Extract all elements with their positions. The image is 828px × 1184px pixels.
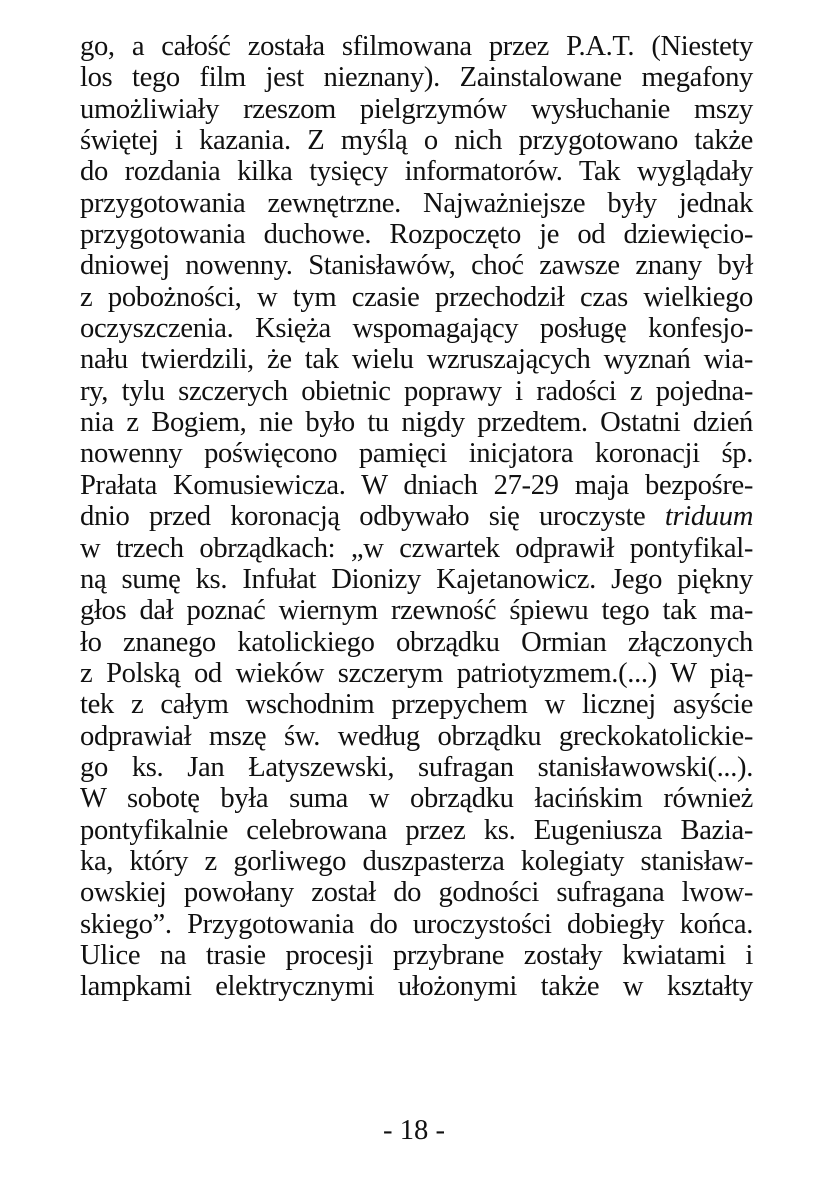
text-line: świętej i kazania. Z myślą o nich przygotowano także: [80, 125, 753, 157]
document-body: [80, 31, 753, 1003]
text-line: oczyszczenia. Księża wspomagający posługę konfesjo-: [80, 313, 753, 345]
text-line: ka, który z gorliwego duszpasterza kolegiaty stanisław-: [80, 845, 753, 877]
text-line: umożliwiały rzeszom pielgrzymów wysłuchanie mszy: [80, 93, 753, 125]
text-line: Prałata Komusiewicza. W dniach 27-29 maja bezpośre-: [80, 469, 753, 501]
text-line: do rozdania kilka tysięcy informatorów. Tak wyglądały: [80, 156, 753, 188]
text-line: W sobotę była suma w obrządku łacińskim również: [80, 783, 753, 815]
text-line: nowenny poświęcono pamięci inicjatora koronacji śp.: [80, 438, 753, 470]
text-line: odprawiał mszę św. według obrządku greckokatolickie-: [80, 720, 753, 752]
text-line: ło znanego katolickiego obrządku Ormian złączonych: [80, 626, 753, 658]
text-line: przygotowania zewnętrzne. Najważniejsze były jednak: [80, 187, 753, 219]
text-line: go ks. Jan Łatyszewski, sufragan stanisławowski(...).: [80, 751, 753, 783]
text-line: głos dał poznać wiernym rzewność śpiewu tego tak ma-: [80, 595, 753, 627]
text-line: go, a całość została sfilmowana przez P.A.T. (Niestety: [80, 31, 753, 62]
text-line: z Polską od wieków szczerym patriotyzmem.(...) W pią-: [80, 657, 753, 689]
text-line: [80, 501, 753, 532]
text-line: ną sumę ks. Infułat Dionizy Kajetanowicz. Jego piękny: [80, 563, 753, 595]
text-line: nia z Bogiem, nie było tu nigdy przedtem. Ostatni dzień: [80, 407, 753, 439]
text-line: skiego”. Przygotowania do uroczystości dobiegły końca.: [80, 908, 753, 940]
text-line: nału twierdzili, że tak wielu wzruszających wyznań wia-: [80, 344, 753, 376]
text-line: przygotowania duchowe. Rozpoczęto je od dziewięcio-: [80, 219, 753, 251]
text-line: pontyfikalnie celebrowana przez ks. Eugeniusza Bazia-: [80, 814, 753, 846]
text-line: ry, tylu szczerych obietnic poprawy i radości z pojedna-: [80, 375, 753, 407]
text-line: owskiej powołany został do godności sufragana lwow-: [80, 877, 753, 909]
text-line: dniowej nowenny. Stanisławów, choć zawsze znany był: [80, 250, 753, 282]
text-segment: dnio przed koronacją odbywało się uroczyste: [80, 501, 665, 533]
text-line: Ulice na trasie procesji przybrane zostały kwiatami i: [80, 939, 753, 971]
text-line: w trzech obrządkach: „w czwartek odprawił pontyfikal-: [80, 532, 753, 564]
text-line: lampkami elektrycznymi ułożonymi także w kształty: [80, 971, 753, 1003]
text-line: z pobożności, w tym czasie przechodził czas wielkiego: [80, 281, 753, 313]
text-line: tek z całym wschodnim przepychem w licznej asyście: [80, 689, 753, 721]
page-number: - 18 -: [383, 1115, 445, 1146]
italic-term: triduum: [664, 501, 753, 533]
text-line: los tego film jest nieznany). Zainstalowane megafony: [80, 62, 753, 94]
